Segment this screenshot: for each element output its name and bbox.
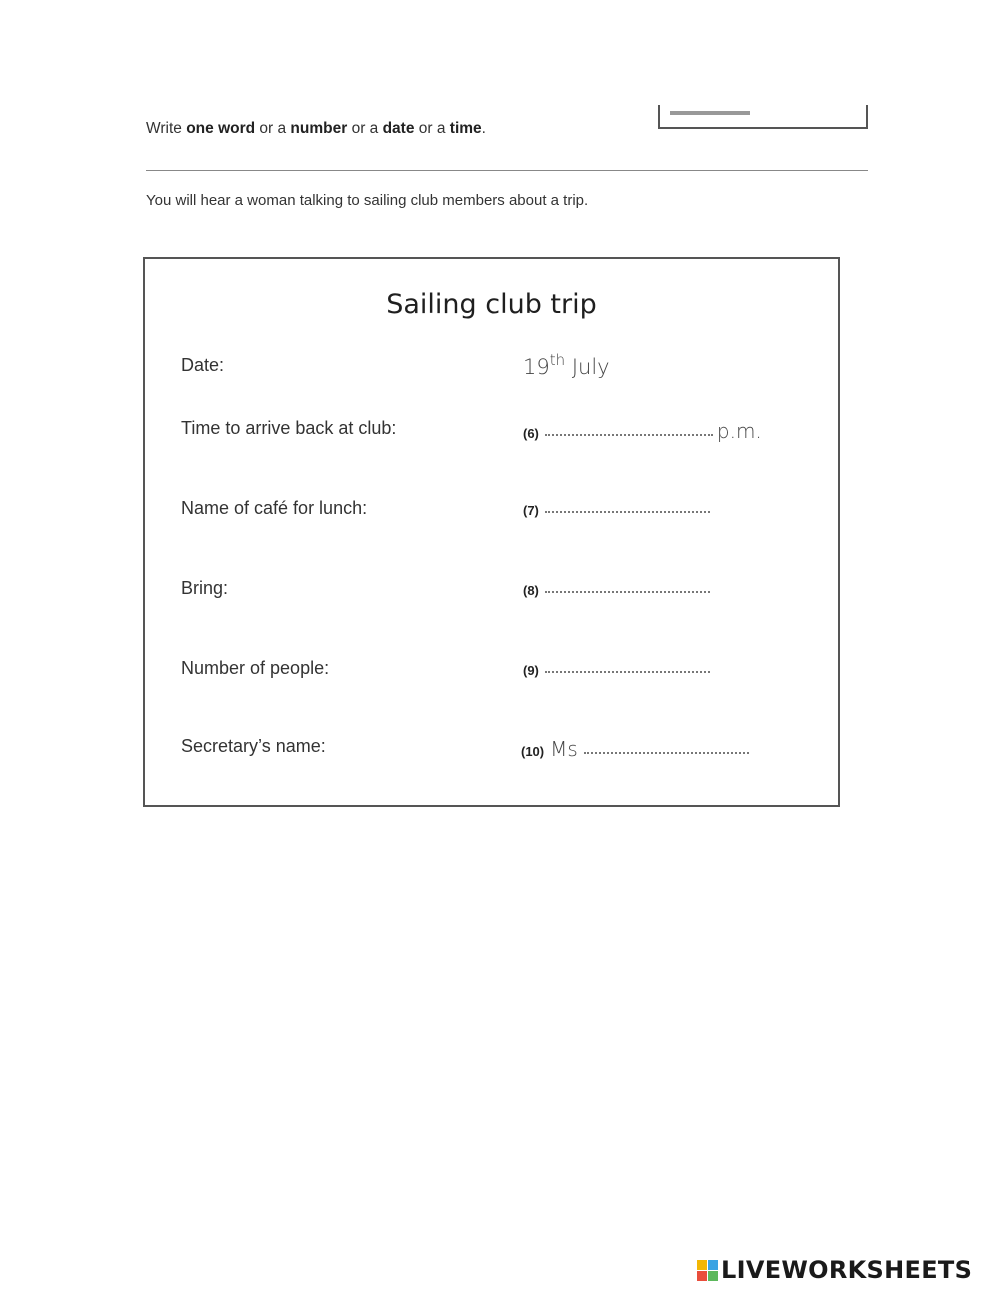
answer-8	[523, 579, 710, 600]
logo-letter-tile	[708, 1260, 718, 1270]
answer-blank-8[interactable]	[545, 590, 710, 593]
intro-text: You will hear a woman talking to sailing club members about a trip.	[146, 192, 589, 209]
logo-letter-tile	[697, 1260, 707, 1270]
instruction-part-bold: one word	[186, 120, 256, 137]
row-label-time: Time to arrive back at club:	[181, 418, 397, 438]
page-top-area	[0, 0, 1000, 116]
answer-blank-6[interactable]	[545, 433, 713, 436]
logo-icon	[697, 1260, 718, 1281]
instruction-part-bold: time	[449, 120, 482, 137]
cropped-box-remnant	[670, 111, 750, 115]
pm-suffix: p.m.	[716, 419, 762, 443]
instruction-part-bold: date	[382, 120, 415, 137]
instruction-part: Write	[146, 120, 187, 137]
instruction-part: .	[481, 120, 486, 137]
instruction-part: or a	[347, 120, 383, 137]
question-number: (8)	[523, 583, 539, 598]
form-title: Sailing club trip	[386, 289, 597, 320]
logo-letter-tile	[708, 1271, 718, 1281]
answer-7	[523, 499, 710, 520]
question-number: (7)	[523, 503, 539, 518]
question-number: (9)	[523, 663, 539, 678]
liveworksheets-logo[interactable]	[697, 1255, 972, 1285]
instruction-part: or a	[255, 120, 291, 137]
date-month: July	[571, 355, 610, 379]
cropped-score-box	[658, 105, 868, 129]
row-label-cafe: Name of café for lunch:	[181, 498, 368, 518]
logo-letter-tile	[697, 1271, 707, 1281]
ms-prefix: Ms	[550, 737, 578, 761]
answer-blank-7[interactable]	[545, 510, 710, 513]
answer-blank-9[interactable]	[545, 670, 710, 673]
row-label-people: Number of people:	[181, 658, 330, 678]
logo-text: LIVEWORKSHEETS	[721, 1256, 973, 1284]
question-number: (6)	[523, 426, 539, 441]
instruction-text	[146, 120, 486, 138]
answer-9	[523, 659, 710, 680]
answer-10	[521, 737, 749, 761]
date-day: 19	[523, 355, 550, 379]
answer-6	[523, 419, 762, 443]
date-suffix: th	[549, 351, 566, 369]
instruction-part: or a	[414, 120, 450, 137]
trip-form-box	[143, 257, 840, 807]
row-label-bring: Bring:	[181, 578, 229, 598]
divider-line	[146, 170, 868, 171]
date-label: Date:	[181, 355, 225, 375]
instruction-part-bold: number	[290, 120, 348, 137]
date-value	[523, 351, 610, 379]
row-label-secretary: Secretary’s name:	[181, 736, 326, 756]
question-number: (10)	[521, 744, 545, 759]
answer-blank-10[interactable]	[584, 751, 749, 754]
